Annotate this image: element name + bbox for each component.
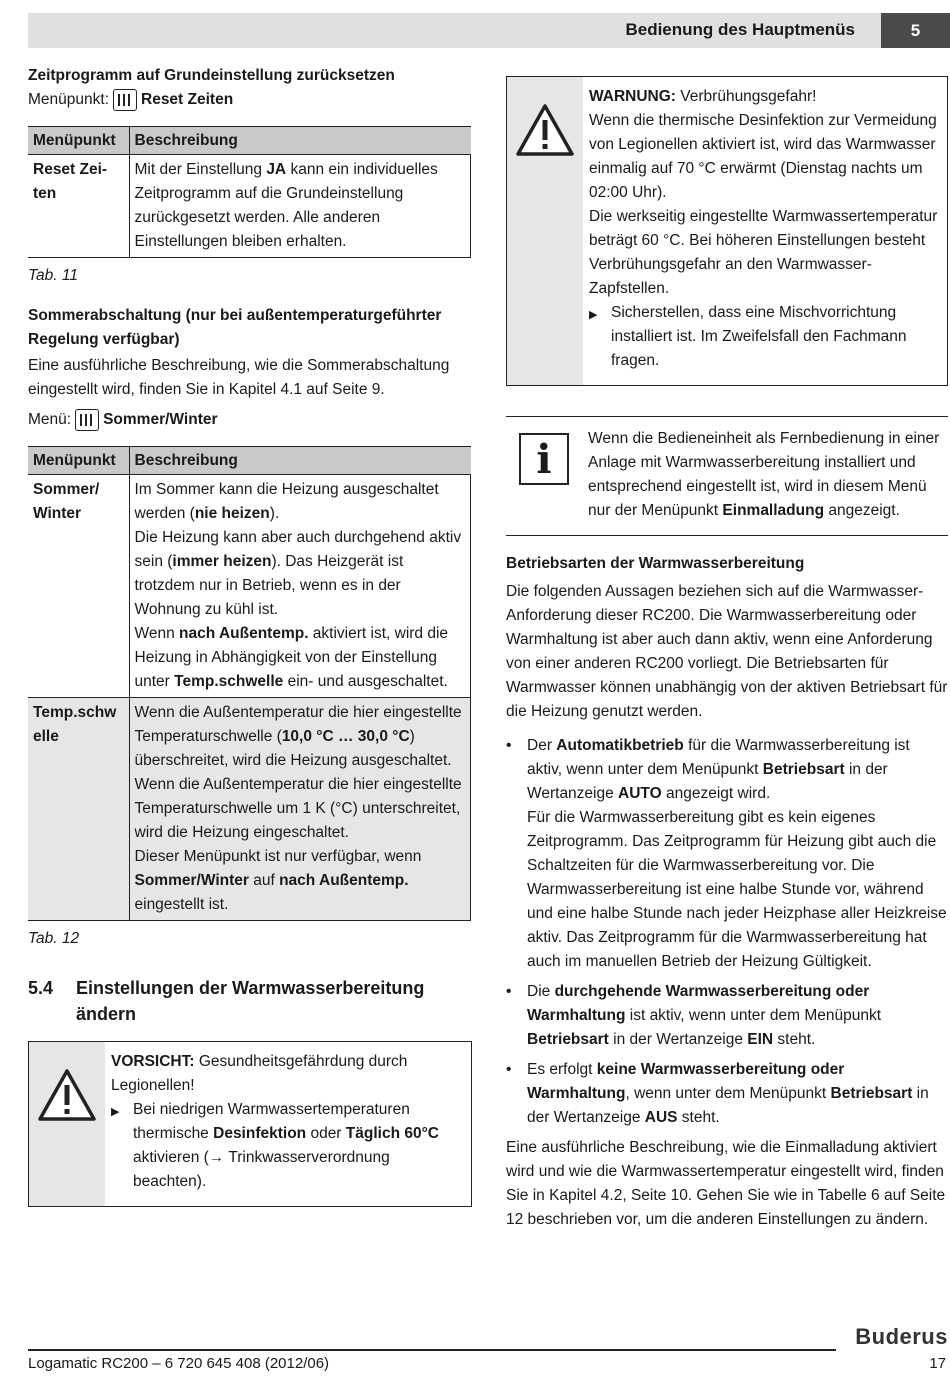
row-key: Temp.schw elle [28,698,129,921]
arrow-bullet-icon: ▶ [111,1106,120,1118]
footer-divider [28,1349,836,1351]
list-item: ▶ Bei niedrigen Warmwassertemperaturen thermische Desinfektion oder Täglich 60°C aktivieren (→ Trinkwasserverordnung beachten). [111,1098,465,1194]
warning-paragraph: Die werkseitig eingestellte Warmwassertemperatur beträgt 60 °C. Bei höheren Einstellungen besteht Verbrühungsgefahr an den Warmwasser-Zapfstellen. [589,208,938,297]
menu-item-name: Sommer/Winter [103,411,218,428]
warning-paragraph: Wenn die thermische Desinfektion zur Vermeidung von Legionellen aktiviert ist, wird das Warmwasser einmalig auf 70 °C erwärmt (Dienstag nachts um 02:00 Uhr). [589,112,937,201]
list-item: ▶ Sicherstellen, dass eine Mischvorrichtung installiert ist. Im Zweifelsfall den Fachmann fragen. [589,301,941,373]
chapter-number: 5 [881,13,950,48]
list-item: • Der Automatikbetrieb für die Warmwasserbereitung ist aktiv, wenn unter dem Menüpunkt Betriebsart in der Wertanzeige AUTO angezeigt wird. Für die Warmwasserbereitung gibt es kein eigenes Zeitprogramm. Das Zeitprogramm für Heizung gibt auch die Schaltzeiten für die Warmwasserbereitung vor. Die Warmwasserbereitung ist eine halbe Stunde vor, während und eine halbe Stunde nach jeder Heizphase aller Heizkreise aktiv. Das Zeitprogramm für die Warmwasserbereitung hat auch im manuellen Betrieb der Heizung Gültigkeit. [506,734,948,974]
caution-notice [28,1041,472,1207]
section-title: Einstellungen der Warmwasserbereitung ändern [76,978,425,1024]
modes-outro: Eine ausführliche Beschreibung, wie die Einmalladung aktiviert wird und wie die Warmwassertemperatur eingestellt wird, finden Sie in Kapitel 4.2, Seite 10. Gehen Sie wie in Tabelle 6 auf Seite 12 beschrieben vor, um die anderen Einstellungen zu ändern. [506,1139,946,1228]
bullet-dot: • [506,737,512,754]
caution-text: VORSICHT: Gesundheitsgefährdung durch Legionellen! ▶ Bei niedrigen Warmwassertemperaturen thermische Desinfektion oder Täglich 60°C aktivieren (→ Trinkwasserverordnung beachten). [105,1042,471,1206]
col-header-description: Beschreibung [129,127,471,155]
warning-triangle-icon [507,77,583,385]
bullet-dot: • [506,983,512,1000]
row-description: Im Sommer kann die Heizung ausgeschaltet werden (nie heizen). Die Heizung kann aber auch durchgehend aktiv sein (immer heizen). Das Heizgerät ist trotzdem nur in Betrieb, wenn es in der Wohnung zu kühl ist. Wenn nach Außentemp. aktiviert ist, wird die Heizung in Abhängigkeit von der Einstellung unter Temp.schwelle ein- und ausgeschaltet. [129,475,471,698]
row-key: Reset Zei-ten [28,155,129,258]
left-column [28,64,472,1207]
table-row [28,475,471,698]
time-program-icon [75,409,99,431]
list-item: • Es erfolgt keine Warmwasserbereitung oder Warmhaltung, wenn unter dem Menüpunkt Betriebsart in der Wertanzeige AUS steht. [506,1058,948,1130]
col-header-menuitem: Menüpunkt [28,127,129,155]
col-header-menuitem: Menüpunkt [28,447,129,475]
time-program-icon [113,89,137,111]
table-reset [28,126,471,258]
right-column [506,76,948,1232]
row-description: Wenn die Außentemperatur die hier eingestellte Temperaturschwelle (10,0 °C … 30,0 °C) überschreitet, wird die Heizung ausgeschaltet. Wenn die Außentemperatur die hier eingestellte Temperaturschwelle um 1 K (°C) unterschreitet, wird die Heizung eingeschaltet. Dieser Menüpunkt ist nur verfügbar, wenn Sommer/Winter auf nach Außentemp. eingestellt ist. [129,698,471,921]
warning-text: WARNUNG: Verbrühungsgefahr! Wenn die thermische Desinfektion zur Vermeidung von Legionellen aktiviert ist, wird das Warmwasser einmalig auf 70 °C erwärmt (Dienstag nachts um 02:00 Uhr). Die werkseitig eingestellte Warmwassertemperatur beträgt 60 °C. Bei höheren Einstellungen besteht Verbrühungsgefahr an den Warmwasser-Zapfstellen. ▶ Sicherstellen, dass eine Mischvorrichtung installiert ist. Im Zweifelsfall den Fachmann fragen. [583,77,947,385]
reset-menu-path [28,88,472,112]
col-header-description: Beschreibung [129,447,471,475]
arrow-bullet-icon: ▶ [589,309,598,321]
summer-heading: Sommerabschaltung (nur bei außentemperaturgeführter Regelung verfügbar) [28,307,442,348]
info-icon-wrap [506,427,582,523]
modes-heading: Betriebsarten der Warmwasserbereitung [506,555,805,572]
brand-logo: Buderus [855,1324,948,1349]
table-caption: Tab. 12 [28,930,80,947]
warning-notice [506,76,948,386]
section-number: 5.4 [28,978,54,998]
reset-heading: Zeitprogramm auf Grundeinstellung zurücksetzen [28,67,395,84]
page-header-title: Bedienung des Hauptmenüs [625,20,855,39]
menu-prefix: Menüpunkt: [28,91,109,108]
table-caption: Tab. 11 [28,267,78,284]
table-row [28,698,471,921]
row-key: Sommer/ Winter [28,475,129,698]
section-heading [28,975,472,1027]
modes-intro: Die folgenden Aussagen beziehen sich auf die Warmwasser-Anforderung dieser RC200. Die Warmwasserbereitung oder Warmhaltung ist aber auch dann aktiv, wenn eine Anforderung von einer anderen RC200 vorliegt. Die Betriebsarten für Warmwasser können unabhängig von der aktiven Betriebsart für die Heizung genutzt werden. [506,583,948,720]
modes-list [506,734,948,1130]
bullet-dot: • [506,1061,512,1078]
page-number: 17 [929,1355,946,1372]
summer-intro: Eine ausführliche Beschreibung, wie die Sommerabschaltung eingestellt wird, finden Sie in Kapitel 4.1 auf Seite 9. [28,357,450,398]
menu-item-name: Reset Zeiten [141,91,234,108]
summer-menu-path [28,408,472,432]
info-text: Wenn die Bedieneinheit als Fernbedienung in einer Anlage mit Warmwasserbereitung installiert und entsprechend eingestellt ist, wird in diesem Menü nur der Menüpunkt Einmalladung angezeigt. [588,430,940,519]
info-notice [506,416,948,536]
menu-prefix: Menü: [28,411,72,428]
table-row [28,155,471,258]
list-item: • Die durchgehende Warmwasserbereitung oder Warmhaltung ist aktiv, wenn unter dem Menüpunkt Betriebsart in der Wertanzeige EIN steht. [506,980,948,1052]
row-description: Mit der Einstellung JA kann ein individuelles Zeitprogramm auf die Grundeinstellung zurückgesetzt werden. Alle anderen Einstellungen bleiben erhalten. [129,155,471,258]
footer-doc-info: Logamatic RC200 – 6 720 645 408 (2012/06) [28,1355,330,1372]
info-icon: i [519,433,569,485]
table-summer [28,446,471,921]
warning-triangle-icon [29,1042,105,1206]
